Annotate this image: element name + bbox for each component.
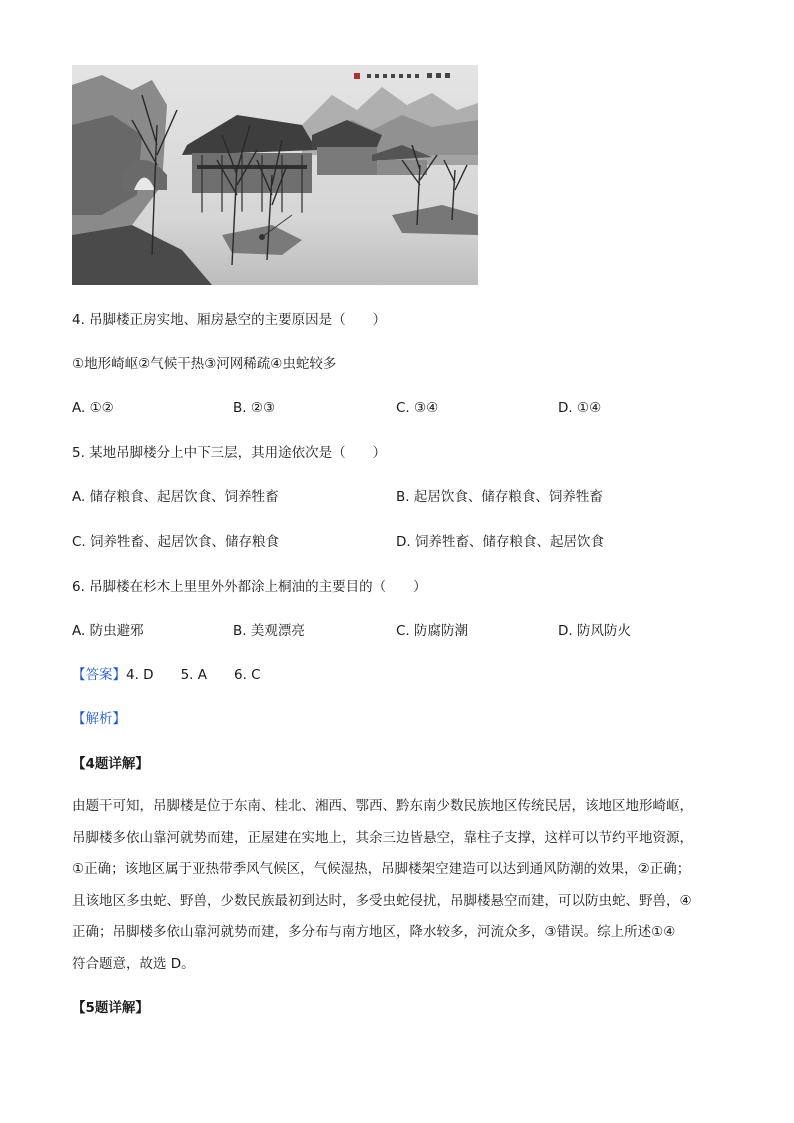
q6-option-a: A. 防虫避邪 (72, 623, 144, 639)
q6-option-c: C. 防腐防潮 (396, 623, 469, 639)
q5-option-c: C. 饲养牲畜、起居饮食、储存粮食 (72, 534, 280, 550)
q5-option-b: B. 起居饮食、储存粮食、饲养牲畜 (396, 489, 603, 505)
detail4-line: 由题干可知，吊脚楼是位于东南、桂北、湘西、鄂西、黔东南少数民族地区传统民居，该地区地形崎岖， (72, 798, 693, 814)
q4-statements: ①地形崎岖②气候干热③河网稀疏④虫蛇较多 (72, 356, 337, 372)
q5-option-a: A. 储存粮食、起居饮食、饲养牲畜 (72, 489, 279, 505)
answer-text: 4. D 5. A 6. C (126, 667, 261, 683)
detail4-line: 且该地区多虫蛇、野兽，少数民族最初到达时，多受虫蛇侵扰，吊脚楼悬空而建，可以防虫蛇、野兽，④ (72, 892, 692, 909)
q4-option-c: C. ③④ (396, 400, 439, 416)
q6-option-b: B. 美观漂亮 (233, 623, 305, 639)
detail4-heading: 【4题详解】 (72, 756, 149, 772)
analysis-tag: 【解析】 (72, 711, 126, 727)
answer-tag: 【答案】 (72, 667, 126, 683)
q4-option-b: B. ②③ (233, 400, 276, 416)
detail4-line: 符合题意，故选 D。 (72, 955, 195, 972)
q6-stem: 6. 吊脚楼在杉木上里里外外都涂上桐油的主要目的（ ） (72, 579, 427, 595)
detail5-heading: 【5题详解】 (72, 1000, 149, 1016)
q4-option-a: A. ①② (72, 400, 114, 416)
q4-option-d: D. ①④ (558, 400, 602, 416)
detail4-paragraph (72, 791, 722, 980)
detail4-line: 正确；吊脚楼多依山靠河就势而建，多分布与南方地区，降水较多，河流众多，③错误。综上所述①④ (72, 924, 676, 940)
ink-landscape-painting (72, 65, 478, 285)
q4-stem: 4. 吊脚楼正房实地、厢房悬空的主要原因是（ ） (72, 312, 387, 328)
detail4-line: ①正确；该地区属于亚热带季风气候区，气候湿热，吊脚楼架空建造可以达到通风防潮的效果，②正确； (72, 861, 691, 877)
q6-option-d: D. 防风防火 (558, 623, 631, 639)
answer-line (72, 665, 261, 685)
detail4-line: 吊脚楼多依山靠河就势而建，正屋建在实地上，其余三边皆悬空，靠柱子支撑，这样可以节约平地资源， (72, 829, 693, 846)
q5-option-d: D. 饲养牲畜、储存粮食、起居饮食 (396, 534, 604, 550)
q5-stem: 5. 某地吊脚楼分上中下三层，其用途依次是（ ） (72, 445, 387, 461)
